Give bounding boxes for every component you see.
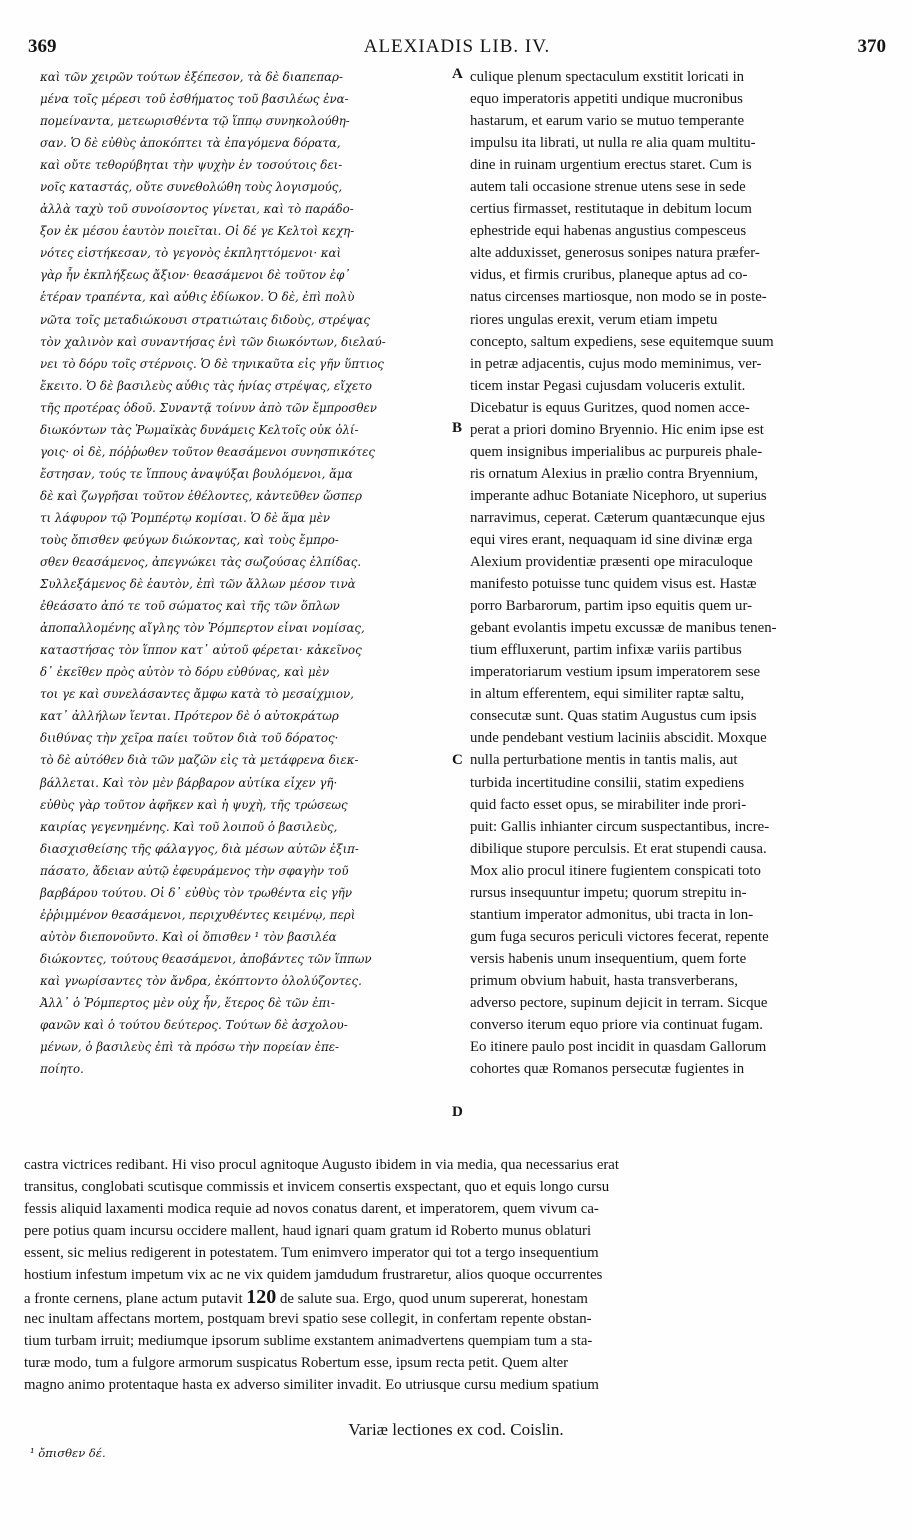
section-marker-b: B <box>452 420 463 436</box>
greek-text-line: νῶτα τοῖς μεταδιώκουσι στρατιώταις διδοὺς, στρέψας <box>40 312 370 327</box>
running-title: ALEXIADIS LIB. IV. <box>363 36 551 57</box>
greek-text-line: σαν. Ὁ δὲ εὐθὺς ἀποκόπτει τὰ ἐπαγόμενα δόρατα, <box>40 136 341 151</box>
latin-text-line: gebant evolantis impetu excussæ de manibus tenen- <box>470 620 777 637</box>
greek-text-line: σθεν θεασάμενος, ἀπεγνώκει τὰς σωζούσας ἐλπίδας. <box>40 555 362 570</box>
running-head <box>28 36 886 62</box>
latin-text-line: concepto, saltum expediens, sese equitemque suum <box>470 333 774 350</box>
latin-text-line: dine in ruinam urgentium erectus staret. Cum is <box>470 157 752 174</box>
greek-text-line: βάλλεται. Καὶ τὸν μὲν βάρβαρον αὐτίκα εἶχεν γῆ· <box>40 775 338 790</box>
greek-text-line: πομείναντα, μετεωρισθέντα τῷ ἵππῳ συνηκολούθη- <box>40 114 350 129</box>
latin-text-line: vidus, et firmis cruribus, planeque aptus ad co- <box>470 267 748 284</box>
latin-text-line: primum obvium habuit, hasta transverberans, <box>470 972 738 989</box>
latin-text-line: alte adduxisset, generosus sonipes natura præfer- <box>470 245 760 262</box>
page-number-right: 370 <box>857 36 886 57</box>
latin-text-line: versis habenis unum insequentium, quem forte <box>470 950 747 967</box>
greek-text-line: τοὺς ὄπισθεν φεύγων διώκοντας, καὶ τοὺς ἔμπρο- <box>40 532 339 547</box>
greek-text-line: νοῖς καταστάς, οὔτε συνεθολώθη τοὺς λογισμούς, <box>40 180 343 195</box>
text-line-with-number: a fronte cernens, plane actum putavit 120 de salute sua. Ergo, quod unum supererat, honestam <box>24 1286 588 1309</box>
greek-text-line: διωκόντων τὰς Ῥωμαϊκὰς δυνάμεις Κελτοῖς οὐκ ὀλί- <box>40 422 359 437</box>
greek-text-line: μένων, ὁ βασιλεὺς ἐπὶ τὰ πρόσω τὴν πορείαν ἐπε- <box>40 1040 340 1055</box>
latin-text-line: stantium imperator admonitus, ubi tracta in lon- <box>470 906 754 923</box>
section-marker-a: A <box>452 66 463 82</box>
greek-text-line: νότες εἱστήκεσαν, τὸ γεγονὸς ἐκπληττόμενοι· καὶ <box>40 246 342 261</box>
greek-text-line: τοι γε καὶ συνελάσαντες ἄμφω κατὰ τὸ μεσαίχμιον, <box>40 687 354 702</box>
greek-text-line: αὐτὸν διεπονοῦντο. Καὶ οἱ ὄπισθεν ¹ τὸν βασιλέα <box>40 929 337 944</box>
greek-text-line: εὐθὺς γὰρ τοῦτον ἀφῆκεν καὶ ἡ ψυχὴ, τῆς τρώσεως <box>40 797 348 812</box>
latin-text-line: ephestride equi habenas angustius compesceus <box>470 223 747 240</box>
latin-text-line: nulla perturbatione mentis in tantis malis, aut <box>470 752 738 769</box>
latin-text-line: perat a priori domino Bryennio. Hic enim ipse est <box>470 421 764 438</box>
greek-text-line: γὰρ ἦν ἐκπλήξεως ἄξιον· θεασάμενοι δὲ τοῦτον ἐφ᾽ <box>40 268 351 283</box>
latin-text-line: imperante adhuc Botaniate Nicephoro, ut superius <box>470 487 767 504</box>
latin-text-line: manifesto potuisse tunc quidem visus est. Hastæ <box>470 576 757 593</box>
greek-text-column <box>40 66 454 1080</box>
latin-text-line: tium effluxerunt, partim infixæ variis partibus <box>470 642 742 659</box>
latin-text-line: gum fuga securos periculi victores fecerat, repente <box>470 928 769 945</box>
greek-text-line: δὲ καὶ ζωγρῆσαι τοῦτον ἐθέλοντες, κἀντεῦθεν ὥσπερ <box>40 488 362 503</box>
latin-text-line: autem tali occasione strenue utens sese in sede <box>470 179 746 196</box>
latin-text-line: imperatoriarum vestium ipsum imperatorem sese <box>470 664 761 681</box>
greek-text-line: ἑτέραν τραπέντα, καὶ αὖθις ἐδίωκον. Ὁ δὲ, ἐπὶ πολὺ <box>40 290 355 305</box>
greek-text-line: τὸ δὲ αὐτόθεν διὰ τῶν μαζῶν εἰς τὰ μετάφρενα διεκ- <box>40 753 359 768</box>
latin-text-line: riores ungulas erexit, verum etiam impetu <box>470 311 718 328</box>
greek-text-line: διιθύνας τὴν χεῖρα παίει τοῦτον διὰ τοῦ δόρατος· <box>40 731 339 746</box>
greek-text-line: καὶ γνωρίσαντες τὸν ἄνδρα, ἐκόπτοντο ὀλολύζοντες. <box>40 973 362 988</box>
latin-text-line: ris ornatum Alexius in prælio contra Bryennium, <box>470 465 759 482</box>
latin-text-line: Mox alio procul itinere fugientem conspicati toto <box>470 862 761 879</box>
greek-text-line: ξον ἐκ μέσου ἑαυτὸν ποιεῖται. Οἱ δέ γε Κελτοὶ κεχη- <box>40 224 355 239</box>
latin-text-line: Alexium providentiæ præsenti ope miraculoque <box>470 554 753 571</box>
latin-text-line: culique plenum spectaculum exstitit loricati in <box>470 69 745 85</box>
greek-text-line: γοις· οἱ δὲ, πόῤῥωθεν τοῦτον θεασάμενοι συνησπικότες <box>40 444 376 459</box>
latin-text-line: converso iterum equo priore via continuat fugam. <box>470 1017 763 1034</box>
greek-text-line: ἔστησαν, τούς τε ἵππους ἀναψύξαι βουλόμενοι, ἅμα <box>40 466 353 481</box>
greek-text-line: καιρίας γεγενημένης. Καὶ τοῦ λοιποῦ ὁ βασιλεὺς, <box>40 819 338 834</box>
latin-text-line: impulsu ita librati, ut nulla re alia quam multitu- <box>470 135 756 152</box>
greek-text-line: τὸν χαλινὸν καὶ συναντήσας ἑνὶ τῶν διωκόντων, διελαύ- <box>40 334 386 349</box>
greek-text-line: νει τὸ δόρυ τοῖς στέρνοις. Ὁ δὲ τηνικαῦτα εἰς γῆν ὕπτιος <box>40 356 384 371</box>
page-number-left: 369 <box>28 36 57 57</box>
latin-text-line: narravimus, ceperat. Cæterum quantæcunque ejus <box>470 509 766 526</box>
greek-text-line: φανῶν καὶ ὁ τούτου δεύτερος. Τούτων δὲ ἀσχολου- <box>40 1018 348 1033</box>
latin-text-line: in altum efferentem, equi similiter raptæ saltu, <box>470 686 745 703</box>
text-line: fessis aliquid laxamenti modica requie ad novos conatus darent, et imperatorem, quem vivum ca- <box>24 1201 599 1218</box>
greek-text-line: Συλλεξάμενος δὲ ἑαυτὸν, ἐπὶ τῶν ἄλλων μέσον τινὰ <box>40 577 356 592</box>
latin-text-line: quem insignibus imperialibus ac purpureis phale- <box>470 443 763 460</box>
latin-text-column <box>470 66 882 1080</box>
greek-text-line: ἀλλὰ ταχὺ τοῦ συνοίσοντος γίνεται, καὶ τὸ παράδο- <box>40 202 354 217</box>
text-line: nec inultam affectans mortem, postquam brevi spatio sese collegit, in confertam repente obstan- <box>24 1311 592 1328</box>
latin-text-line: consecutæ sunt. Quas statim Augustus cum ipsis <box>470 708 757 725</box>
greek-text-line: καὶ τῶν χειρῶν τούτων ἐξέπεσον, τὰ δὲ διαπεπαρ- <box>40 70 343 84</box>
footnote: ¹ ὄπισθεν δέ. <box>30 1446 106 1460</box>
text-line: hostium infestum impetum vix ac ne vix quidem jamdudum frustraretur, alios quoque occurrentes <box>24 1267 603 1284</box>
greek-text-line: πάσατο, ἄδειαν αὐτῷ ἐφευράμενος τὴν σφαγὴν τοῦ <box>40 863 349 878</box>
latin-text-line: rursus insequuntur impetu; quorum strepitu in- <box>470 884 747 901</box>
latin-text-line: quid facto esset opus, se mirabiliter inde prori- <box>470 796 747 813</box>
greek-text-line: καταστήσας τὸν ἵππον κατ᾽ αὐτοῦ φέρεται· κἀκεῖνος <box>40 643 362 658</box>
latin-text-line: certius firmasset, restitutaque in debitum locum <box>470 201 752 218</box>
latin-full-width-block <box>24 1154 886 1397</box>
greek-text-line: δ᾽ ἐκεῖθεν πρὸς αὐτὸν τὸ δόρυ εὐθύνας, καὶ μὲν <box>40 665 330 680</box>
greek-text-line: διασχισθείσης τῆς φάλαγγος, διὰ μέσων αὐτῶν ἐξιπ- <box>40 841 359 856</box>
greek-text-line: μένα τοῖς μέρεσι τοῦ ἐσθήματος τοῦ βασιλέως ἐνα- <box>40 92 349 107</box>
greek-text-line: τῆς προτέρας ὁδοῦ. Συναντᾷ τοίνυν ἀπὸ τῶν ἔμπροσθεν <box>40 400 377 415</box>
greek-text-line: ἔκειτο. Ὁ δὲ βασιλεὺς αὖθις τὰς ἡνίας στρέψας, εἴχετο <box>40 378 372 393</box>
latin-text-line: puit: Gallis inhianter circum suspectantibus, incre- <box>470 818 770 835</box>
text-line: essent, sic melius redigerent in potestatem. Tum enimvero imperator qui tot a tergo insequentium <box>24 1245 599 1262</box>
latin-text-line: porro Barbarorum, partim ipso equitis quem ur- <box>470 598 753 615</box>
latin-text-line: natus circenses martiosque, non modo se in poste- <box>470 289 767 306</box>
latin-text-line: adverso pectore, supinum dejicit in terram. Sicque <box>470 994 768 1011</box>
greek-text-line: βαρβάρου τούτου. Οἱ δ᾽ εὐθὺς τὸν τρωθέντα εἰς γῆν <box>40 885 353 900</box>
greek-text-line: διώκοντες, τούτους θεασάμενοι, ἀποβάντες τῶν ἵππων <box>40 951 372 966</box>
greek-text-line: ἀποπαλλομένης αἴγλης τὸν Ῥόμπερτον εἶναι νομίσας, <box>40 621 365 636</box>
text-line: tium turbam irruit; mediumque ipsorum sublime exstantem animadvertens quempiam tum a sta- <box>24 1333 593 1350</box>
latin-text-line: in petræ adjacentis, cujus modo meminimus, ver- <box>470 355 762 372</box>
latin-text-line: turbida incertitudine consilii, statim expediens <box>470 774 745 791</box>
latin-text-line: unde pendebant vestium laciniis abscidit. Moxque <box>470 730 767 747</box>
latin-text-line: equo imperatoris appetiti undique mucronibus <box>470 91 743 108</box>
greek-text-line: καὶ οὔτε τεθορύβηται τὴν ψυχὴν ἐν τοσούτοις δει- <box>40 158 343 173</box>
greek-text-line: Ἀλλ᾽ ὁ Ῥόμπερτος μὲν οὐχ ἦν, ἕτερος δὲ τῶν ἐπι- <box>40 995 335 1010</box>
latin-text-line: hastarum, et earum vario se mutuo temperante <box>470 113 745 130</box>
greek-text-line: ἐῤῥιμμένον θεασάμενοι, περιχυθέντες κειμένῳ, περὶ <box>40 907 356 922</box>
section-marker-d: D <box>452 1104 463 1120</box>
greek-text-line: κατ᾽ ἀλλήλων ἵενται. Πρότερον δὲ ὁ αὐτοκράτωρ <box>40 709 339 724</box>
latin-text-line: Eo itinere paulo post incidit in quasdam Gallorum <box>470 1039 767 1056</box>
chapter-number: 120 <box>246 1286 277 1309</box>
latin-text-line: equi vires erant, nequaquam id sine divinæ erga <box>470 531 753 548</box>
latin-text-line: Dicebatur is equus Guritzes, quod nomen acce- <box>470 399 750 416</box>
latin-text-line: cohortes quæ Romanos persecutæ fugientes in <box>470 1061 745 1078</box>
section-marker-c: C <box>452 752 463 768</box>
text-line: transitus, conglobati scutisque commissis et invicem consertis exspectant, quo et equis longo cursu <box>24 1179 610 1196</box>
greek-text-line: τι λάφυρον τῷ Ῥομπέρτῳ κομίσαι. Ὁ δὲ ἅμα μὲν <box>40 510 330 525</box>
text-line: castra victrices redibant. Hi viso procul agnitoque Augusto ibidem in via media, qua necessarius erat <box>24 1157 619 1173</box>
text-line: turæ modo, tum a fulgore armorum suspicatus Robertum esse, ipsum recta petit. Quem alter <box>24 1355 569 1372</box>
latin-text-line: dibilique stupore perculsis. Et erat stupendi causa. <box>470 840 767 857</box>
text-line: magno animo protentaque hasta ex adverso similiter invadit. Eo utriusque cursu medium spatium <box>24 1377 599 1394</box>
greek-text-line: ἐθεάσατο ἀπό τε τοῦ σώματος καὶ τῆς τῶν ὅπλων <box>40 599 340 614</box>
greek-text-line: ποίητο. <box>40 1062 84 1077</box>
latin-text-line: ticem instar Pegasi cujusdam voluceris extulit. <box>470 377 746 394</box>
variant-readings-heading: Variæ lectiones ex cod. Coislin. <box>348 1420 564 1439</box>
text-line: pere potius quam incursu occidere mallent, haud ignari quam gratum id Roberto munus oblaturi <box>24 1223 592 1240</box>
